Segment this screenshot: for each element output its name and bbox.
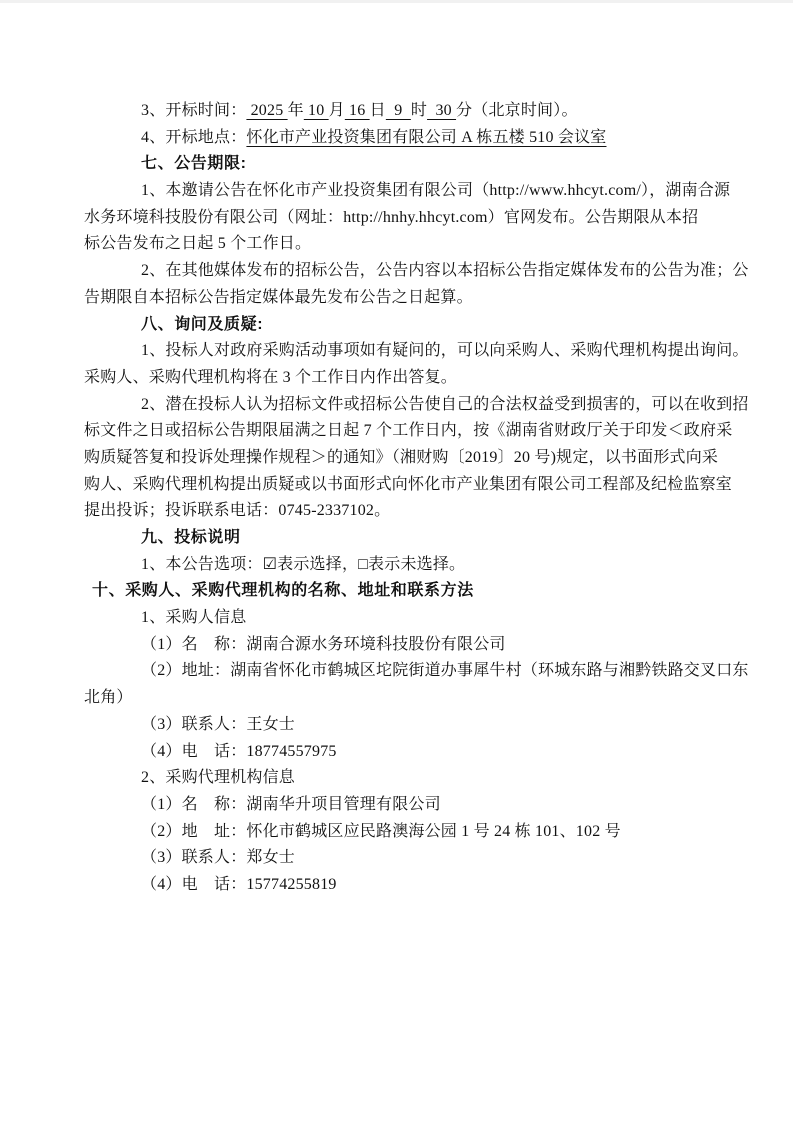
- text-run: 月: [328, 102, 345, 119]
- text-run: 北角）: [84, 689, 133, 707]
- text-run: 1、采购人信息: [141, 609, 247, 627]
- doc-line: [84, 712, 744, 739]
- text-run: 水务环境科技股份有限公司（网址：http://hnhy.hhcyt.com）官网发布。公告期限从本招: [84, 208, 699, 226]
- doc-line: [84, 605, 744, 632]
- text-run: 告期限自本招标公告指定媒体最先发布公告之日起算。: [84, 288, 473, 306]
- text-run: 分（北京时间）。: [456, 102, 578, 119]
- text-run: 八、询问及质疑:: [141, 315, 264, 333]
- text-run: 购人、采购代理机构提出质疑或以书面形式向怀化市产业集团有限公司工程部及纪检监察室: [84, 475, 733, 493]
- doc-line: [84, 125, 744, 152]
- doc-line: [84, 365, 744, 392]
- text-run: 3、开标时间：: [141, 102, 247, 119]
- text-run: 2、采购代理机构信息: [141, 769, 296, 787]
- document-body: [84, 98, 749, 899]
- text-run: （2）地址：湖南省怀化市鹤城区坨院街道办事犀牛村（环城东路与湘黔铁路交叉口东: [141, 662, 749, 680]
- doc-line: [84, 739, 744, 766]
- doc-line: [84, 472, 744, 499]
- underlined-value: 2025: [246, 102, 288, 119]
- section-heading: [84, 525, 744, 552]
- underlined-value: 10: [303, 102, 329, 119]
- text-run: 时: [410, 102, 428, 119]
- doc-line: [84, 845, 744, 872]
- text-run: 1、本邀请公告在怀化市产业投资集团有限公司（http://www.hhcyt.com/），湖南合源: [141, 182, 731, 200]
- doc-line: [84, 872, 744, 899]
- text-run: （1）名 称：湖南华升项目管理有限公司: [141, 795, 441, 813]
- text-run: 日: [369, 102, 386, 119]
- underlined-value: 9: [385, 102, 411, 119]
- text-run: 七、公告期限:: [141, 155, 247, 173]
- page-top-edge: [0, 0, 793, 3]
- doc-line: [84, 231, 744, 258]
- doc-line: [84, 685, 744, 712]
- text-run: （4）电 话：18774557975: [141, 742, 337, 760]
- doc-line: [84, 792, 744, 819]
- doc-line: [84, 819, 744, 846]
- underlined-value: 怀化市产业投资集团有限公司 A 栋五楼 510 会议室: [246, 128, 607, 146]
- checkbox-checked-icon: ☑: [262, 555, 278, 573]
- text-run: （4）电 话：15774255819: [141, 875, 337, 893]
- text-run: （2）地 址：怀化市鹤城区应民路澳海公园 1 号 24 栋 101、102 号: [141, 822, 621, 840]
- text-run: 4、开标地点：: [141, 128, 247, 146]
- doc-line: [84, 98, 744, 125]
- underlined-value: 30: [427, 102, 457, 119]
- doc-line: [84, 338, 749, 365]
- text-run: 标公告发布之日起 5 个工作日。: [84, 235, 312, 253]
- text-run: 1、本公告选项：: [141, 555, 263, 573]
- doc-line: [84, 658, 749, 685]
- doc-line: [84, 552, 744, 579]
- doc-line: [84, 632, 744, 659]
- text-run: 采购人、采购代理机构将在 3 个工作日内作出答复。: [84, 368, 458, 386]
- doc-line: [84, 765, 744, 792]
- doc-line: [84, 498, 744, 525]
- doc-line: [84, 445, 744, 472]
- doc-line: [84, 205, 744, 232]
- text-run: 1、投标人对政府采购活动事项如有疑问的，可以向采购人、采购代理机构提出询问。: [141, 342, 749, 360]
- text-run: 年: [287, 102, 304, 119]
- doc-line: [84, 418, 744, 445]
- text-run: 表示未选择。: [368, 555, 466, 573]
- underlined-value: 16: [344, 102, 370, 119]
- doc-line: [84, 285, 744, 312]
- doc-line: [84, 178, 744, 205]
- text-run: 2、在其他媒体发布的招标公告，公告内容以本招标公告指定媒体发布的公告为准；公: [141, 262, 749, 280]
- text-run: （3）联系人：王女士: [141, 715, 296, 733]
- text-run: 九、投标说明: [141, 529, 241, 546]
- doc-line: [84, 392, 749, 419]
- text-run: 表示选择，: [277, 555, 359, 573]
- section-heading: [84, 312, 744, 339]
- text-run: 十、采购人、采购代理机构的名称、地址和联系方法: [92, 582, 474, 600]
- text-run: 2、潜在投标人认为招标文件或招标公告使自己的合法权益受到损害的，可以在收到招: [141, 395, 749, 413]
- text-run: （1）名 称：湖南合源水务环境科技股份有限公司: [141, 635, 506, 653]
- checkbox-unchecked-icon: □: [358, 555, 369, 573]
- text-run: 购质疑答复和投诉处理操作规程＞的通知》（湘财购〔2019〕20 号)规定，以书面形式向采: [84, 448, 719, 466]
- doc-line: [84, 258, 749, 285]
- text-run: 提出投诉；投诉联系电话：0745-2337102。: [84, 502, 391, 520]
- text-run: 标文件之日或招标公告期限届满之日起 7 个工作日内，按《湖南省财政厅关于印发＜政府采: [84, 422, 733, 440]
- text-run: （3）联系人：郑女士: [141, 849, 296, 867]
- section-heading: [84, 151, 744, 178]
- section-heading: [84, 578, 744, 605]
